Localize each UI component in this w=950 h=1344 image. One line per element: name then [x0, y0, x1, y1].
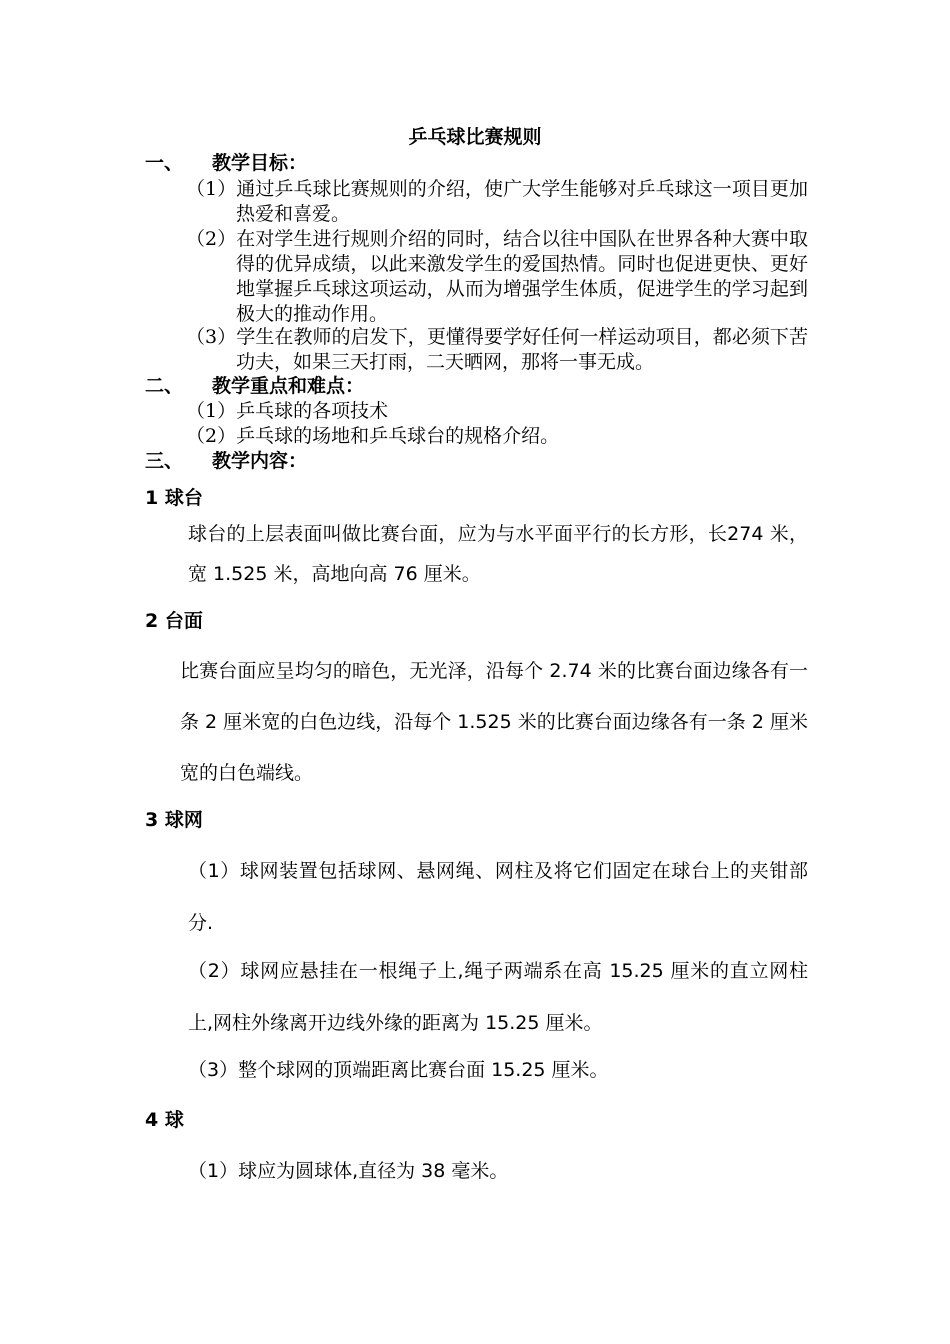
- net-item-2: （2）球网应悬挂在一根绳子上,绳子两端系在高 15.25 厘米的直立网柱上,网柱外缘离开边线外缘的距离为 15.25 厘米。: [188, 960, 808, 1034]
- section-2-number: 二、: [145, 375, 184, 397]
- section-3-title: 教学内容：: [212, 450, 308, 472]
- net-item-1: （1）球网装置包括球网、悬网绳、网柱及将它们固定在球台上的夹钳部分.: [188, 860, 808, 934]
- net-heading: 3 球网: [145, 809, 203, 831]
- table-heading: 1 球台: [145, 487, 203, 509]
- section-2-item-2: （2）乒乓球的场地和乒乓球台的规格介绍。: [186, 425, 560, 447]
- surface-heading: 2 台面: [145, 610, 203, 632]
- section-1-item-2: （2）在对学生进行规则介绍的同时，结合以往中国队在世界各种大赛中取得的优异成绩，以此来激发学生的爱国热情。同时也促进更快、更好地掌握乒乓球这项运动，从而为增强学生体质，促进学生的学习起到极大的推动作用。: [186, 228, 808, 325]
- section-1-title: 教学目标：: [212, 152, 308, 174]
- net-item-3: （3）整个球网的顶端距离比赛台面 15.25 厘米。: [188, 1059, 609, 1081]
- document-title: 乒乓球比赛规则: [408, 126, 542, 148]
- section-1-item-1: （1）通过乒乓球比赛规则的介绍，使广大学生能够对乒乓球这一项目更加热爱和喜爱。: [186, 178, 808, 225]
- ball-heading: 4 球: [145, 1109, 184, 1131]
- section-2-heading: [0, 374, 950, 399]
- section-1-number: 一、: [145, 152, 184, 174]
- section-2-title: 教学重点和难点：: [212, 375, 365, 397]
- ball-item-1: （1）球应为圆球体,直径为 38 毫米。: [188, 1160, 509, 1182]
- table-paragraph: 球台的上层表面叫做比赛台面，应为与水平面平行的长方形，长274 米，宽 1.525 米，高地向高 76 厘米。: [188, 523, 808, 585]
- section-3-number: 三、: [145, 450, 184, 472]
- section-3-heading: [0, 449, 950, 474]
- section-2-item-1: （1）乒乓球的各项技术: [186, 400, 389, 422]
- section-1-item-3: （3）学生在教师的启发下，更懂得要学好任何一样运动项目，都必须下苦功夫，如果三天打雨，二天晒网，那将一事无成。: [186, 326, 808, 373]
- surface-paragraph: 比赛台面应呈均匀的暗色，无光泽，沿每个 2.74 米的比赛台面边缘各有一条 2 厘米宽的白色边线，沿每个 1.525 米的比赛台面边缘各有一条 2 厘米宽的白色端线。: [180, 660, 808, 784]
- section-1-heading: [0, 151, 950, 176]
